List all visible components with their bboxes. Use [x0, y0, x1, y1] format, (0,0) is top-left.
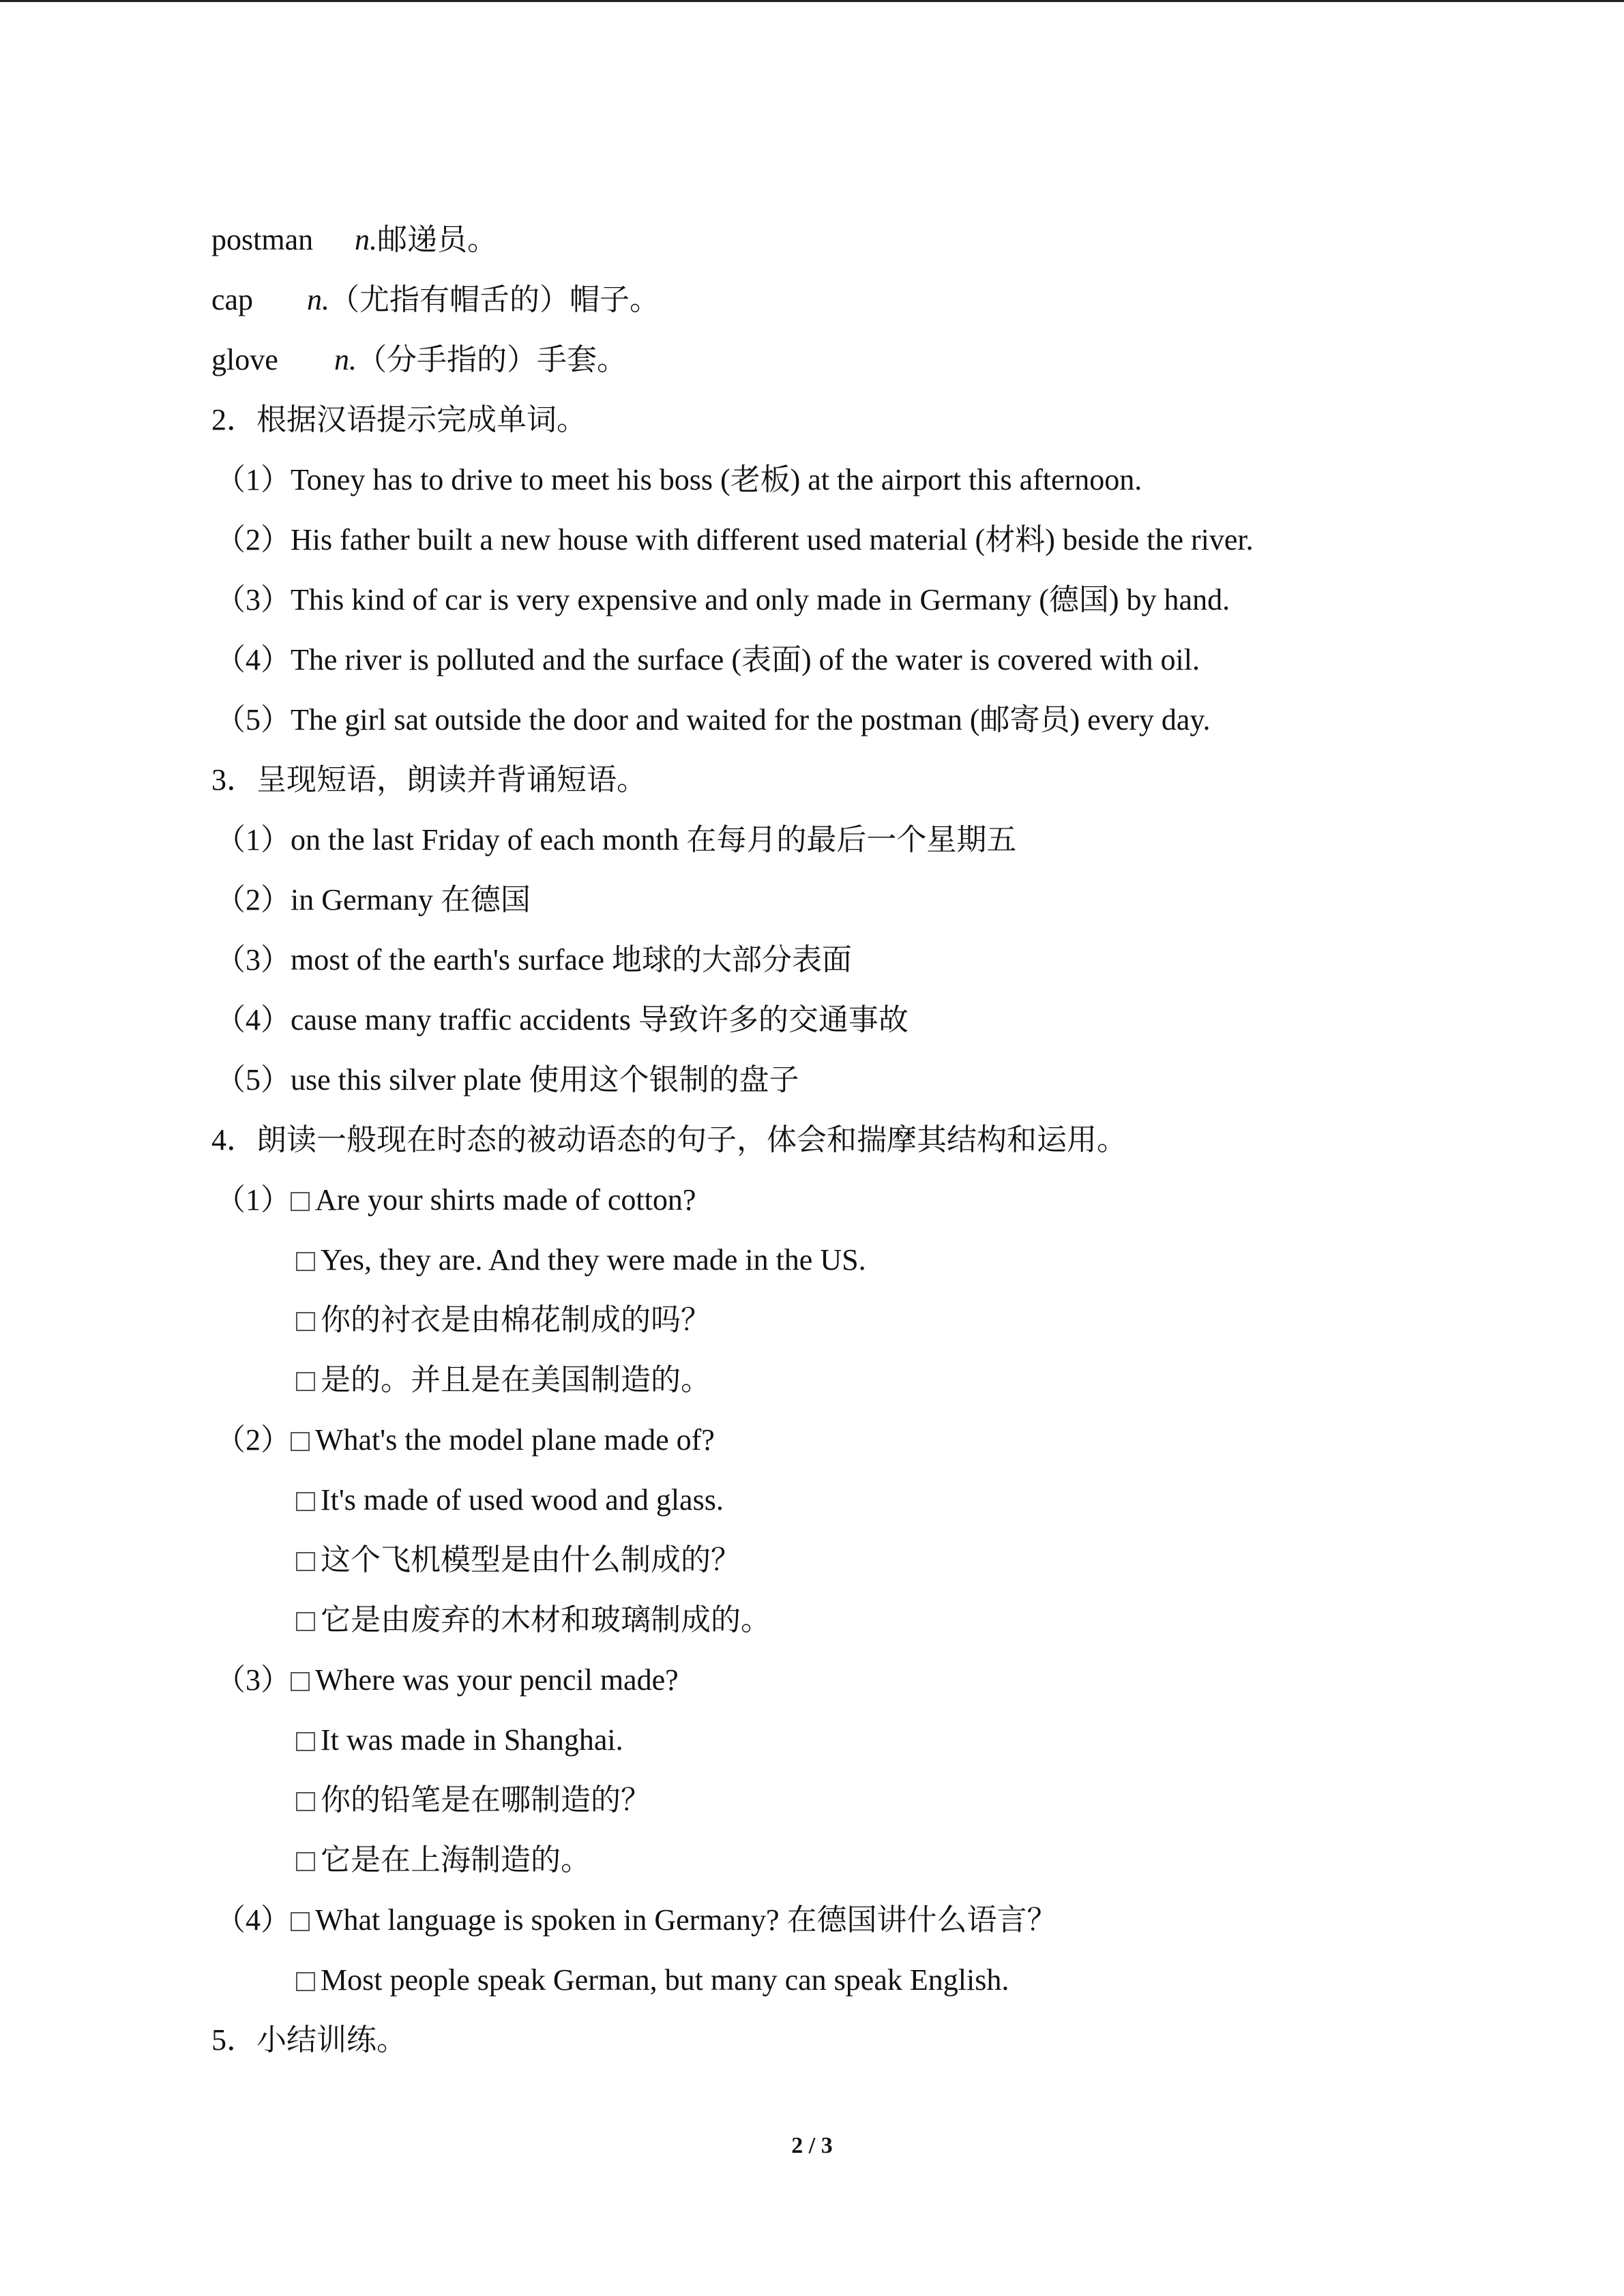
dialogue-1-line-1 [211, 1170, 1507, 1230]
dialogue-text: 是的。并且是在美国制造的。 [321, 1363, 711, 1397]
item-text: in Germany 在德国 [291, 883, 531, 916]
item-number: （4） [216, 643, 291, 676]
dialogue-3-line-3 [211, 1770, 1507, 1830]
section-2-item-1 [211, 450, 1507, 510]
dialogue-2-line-4 [211, 1590, 1507, 1650]
dialogue-text: 它是在上海制造的。 [321, 1843, 591, 1877]
section-2-item-4 [211, 630, 1507, 690]
section-4-heading: 4．朗读一般现在时态的被动语态的句子，体会和揣摩其结构和运用。 [211, 1123, 1127, 1157]
item-number: （4） [216, 1903, 291, 1937]
dialogue-2-line-3 [211, 1530, 1507, 1590]
item-number: （2） [216, 883, 291, 916]
vocab-pos: n. [334, 343, 357, 376]
dialogue-1-line-3 [211, 1290, 1507, 1350]
item-text: This kind of car is very expensive and only made in Germany (德国) by hand. [291, 583, 1230, 616]
vocab-pos: n. [307, 283, 329, 316]
item-text: His father built a new house with different used material (材料) beside the river. [291, 523, 1254, 556]
section-2-heading: 2．根据汉语提示完成单词。 [211, 403, 587, 436]
dialogue-text: Are your shirts made of cotton? [315, 1183, 696, 1217]
vocab-line-postman [211, 210, 1507, 270]
dialogue-text: Most people speak German, but many can speak English. [321, 1963, 1009, 1997]
checkbox-square-icon [296, 1852, 315, 1871]
vocab-pos: n. [355, 223, 377, 256]
item-text: use this silver plate 使用这个银制的盘子 [291, 1063, 799, 1097]
item-text: The girl sat outside the door and waited for the postman (邮寄员) every day. [291, 703, 1211, 736]
checkbox-square-icon [291, 1912, 310, 1931]
checkbox-square-icon [296, 1312, 315, 1331]
section-2-item-2 [211, 510, 1507, 570]
section-3-heading: 3．呈现短语，朗读并背诵短语。 [211, 763, 647, 796]
item-text: The river is polluted and the surface (表面) of the water is covered with oil. [291, 643, 1200, 676]
checkbox-square-icon [296, 1252, 315, 1271]
vocab-line-glove [211, 330, 1507, 390]
item-number: （3） [216, 943, 291, 976]
dialogue-text: 这个飞机模型是由什么制成的？ [321, 1543, 741, 1577]
dialogue-text: Yes, they are. And they were made in the US. [321, 1243, 866, 1277]
dialogue-text: 它是由废弃的木材和玻璃制成的。 [321, 1603, 771, 1637]
checkbox-square-icon [296, 1732, 315, 1751]
top-border-rule [0, 0, 1624, 2]
section-3-item-1 [211, 810, 1507, 870]
dialogue-text: It was made in Shanghai. [321, 1723, 623, 1757]
dialogue-text: Where was your pencil made? [315, 1663, 679, 1697]
dialogue-1-line-4 [211, 1350, 1507, 1410]
checkbox-square-icon [296, 1972, 315, 1991]
vocab-meaning: （分手指的）手套。 [357, 343, 627, 376]
dialogue-text: 你的衬衣是由棉花制成的吗？ [321, 1303, 711, 1337]
vocab-word: cap [211, 283, 254, 316]
section-3-item-3 [211, 930, 1507, 990]
dialogue-text: It's made of used wood and glass. [321, 1483, 724, 1517]
item-number: （5） [216, 703, 291, 736]
item-number: （3） [216, 1663, 291, 1697]
page-number: 2 / 3 [791, 2133, 833, 2158]
section-2-item-5 [211, 690, 1507, 750]
section-2-item-3 [211, 570, 1507, 630]
item-number: （2） [216, 1423, 291, 1457]
dialogue-text: What language is spoken in Germany? 在德国讲什么语言？ [315, 1903, 1057, 1937]
item-number: （4） [216, 1003, 291, 1037]
checkbox-square-icon [291, 1672, 310, 1691]
item-number: （5） [216, 1063, 291, 1097]
item-number: （1） [216, 463, 291, 496]
item-number: （3） [216, 583, 291, 616]
checkbox-square-icon [291, 1192, 310, 1211]
vocab-meaning: （尤指有帽舌的）帽子。 [329, 283, 660, 316]
dialogue-text: What's the model plane made of? [315, 1423, 715, 1457]
vocab-word: postman [211, 223, 314, 256]
dialogue-2-line-2 [211, 1470, 1507, 1530]
vocab-line-cap [211, 270, 1507, 330]
dialogue-3-line-4 [211, 1830, 1507, 1890]
item-text: cause many traffic accidents 导致许多的交通事故 [291, 1003, 909, 1037]
dialogue-4-line-1 [211, 1890, 1507, 1950]
dialogue-text: 你的铅笔是在哪制造的？ [321, 1783, 651, 1817]
item-number: （1） [216, 1183, 291, 1217]
checkbox-square-icon [296, 1792, 315, 1811]
item-text: most of the earth's surface 地球的大部分表面 [291, 943, 852, 976]
dialogue-2-line-1 [211, 1410, 1507, 1470]
checkbox-square-icon [291, 1432, 310, 1451]
checkbox-square-icon [296, 1612, 315, 1631]
section-3-item-4 [211, 990, 1507, 1050]
section-3-item-5 [211, 1050, 1507, 1110]
section-3-item-2 [211, 870, 1507, 930]
item-text: Toney has to drive to meet his boss (老板) at the airport this afternoon. [291, 463, 1142, 496]
item-number: （2） [216, 523, 291, 556]
vocab-meaning: 邮递员。 [377, 223, 497, 256]
section-5-heading: 5．小结训练。 [211, 2023, 407, 2057]
vocab-word: glove [211, 343, 278, 376]
item-number: （1） [216, 823, 291, 856]
item-text: on the last Friday of each month 在每月的最后一个星期五 [291, 823, 1017, 856]
dialogue-4-line-2 [211, 1950, 1507, 2010]
dialogue-3-line-1 [211, 1650, 1507, 1710]
checkbox-square-icon [296, 1372, 315, 1391]
checkbox-square-icon [296, 1552, 315, 1571]
dialogue-1-line-2 [211, 1230, 1507, 1290]
checkbox-square-icon [296, 1492, 315, 1511]
document-body [211, 210, 1507, 2070]
dialogue-3-line-2 [211, 1710, 1507, 1770]
